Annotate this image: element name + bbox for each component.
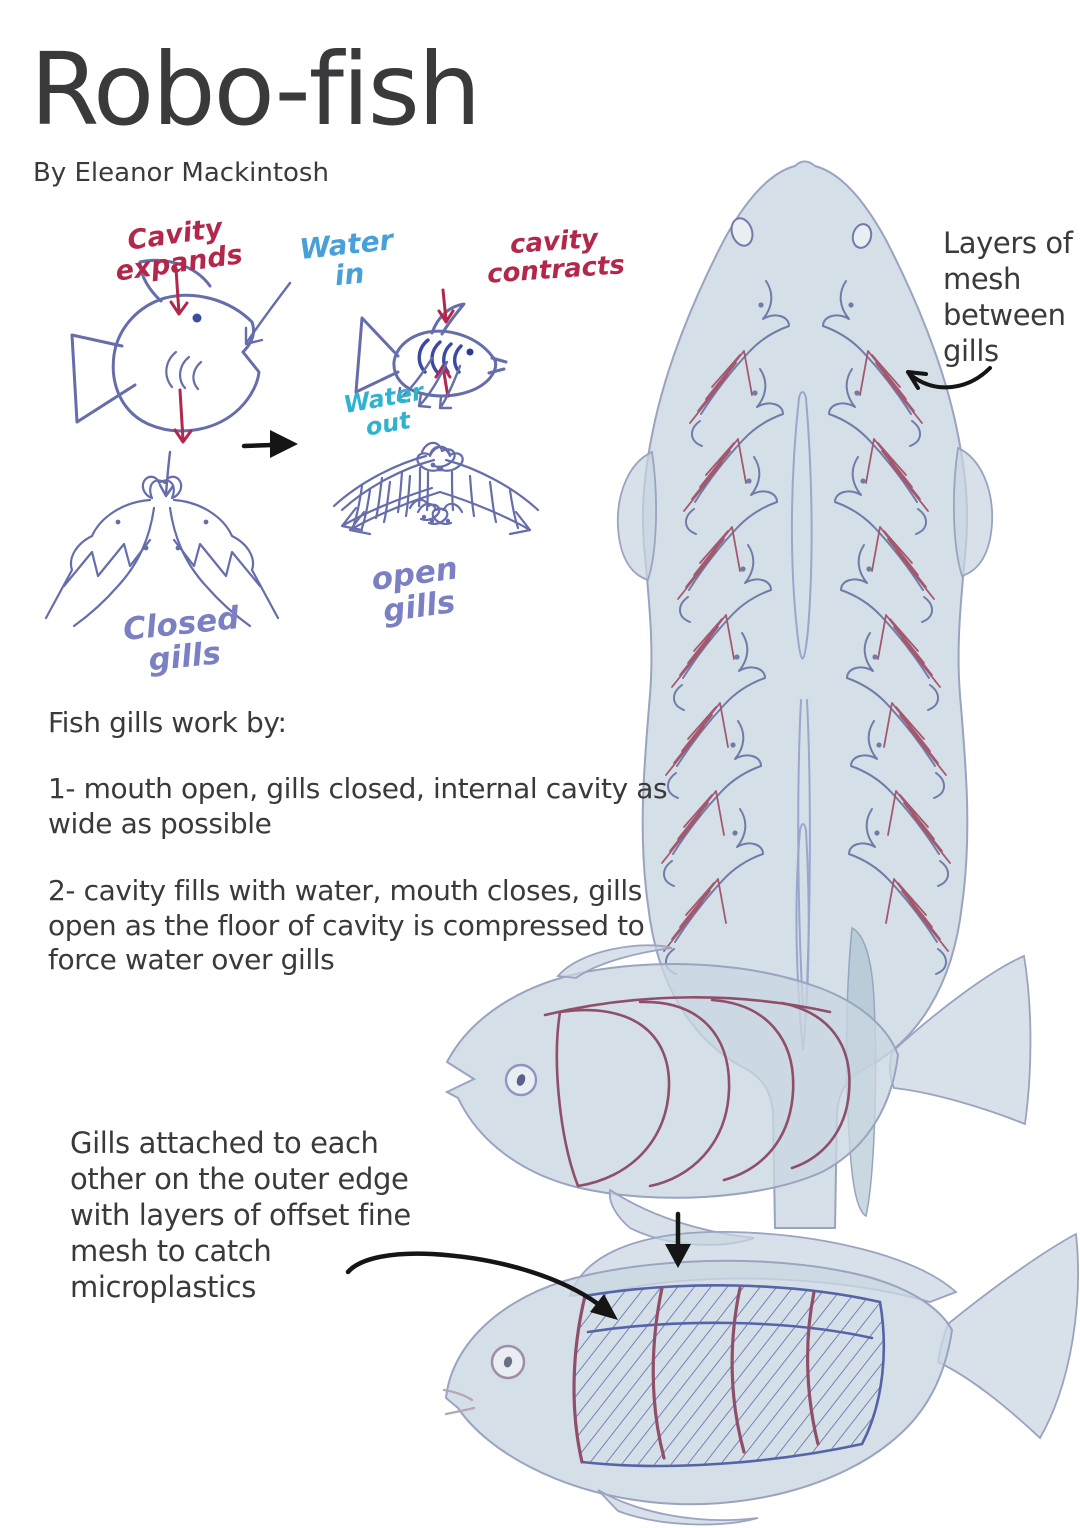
label-open-gills: open gills xyxy=(369,550,460,631)
sketch-fish-1-eye xyxy=(193,314,202,323)
page-byline: By Eleanor Mackintosh xyxy=(33,158,329,188)
black-arrow-right xyxy=(244,430,298,458)
sketch-fish-2-eye xyxy=(467,349,474,356)
sketch-open-gills xyxy=(334,443,538,534)
explanation-step-1: 1- mouth open, gills closed, internal cavity as wide as possible xyxy=(48,772,668,840)
callout-mesh-layers: Layers of mesh between gills xyxy=(943,226,1073,368)
page-title: Robo-fish xyxy=(30,31,480,148)
purple-arrow-water-in xyxy=(246,283,290,344)
label-cavity-contracts: cavity contracts xyxy=(486,223,626,290)
explanation-intro: Fish gills work by: xyxy=(48,706,287,739)
sketch-fish-open-mouth xyxy=(72,260,259,431)
label-water-out: Water out xyxy=(341,377,426,442)
explanation-step-2: 2- cavity fills with water, mouth closes, gills open as the floor of cavity is compressed to force water over gills xyxy=(48,874,645,977)
bottom-fish-tail xyxy=(938,1234,1078,1438)
purple-arrow-fish-to-gills xyxy=(160,452,173,496)
big-fish-right-fin xyxy=(954,448,992,576)
label-water-in: Water in xyxy=(297,223,395,293)
red-arrow-to-closed-gills xyxy=(175,390,191,442)
callout-gills-attached: Gills attached to each other on the outer edge with layers of offset fine mesh to catch microplastics xyxy=(70,1126,411,1304)
middle-fish-side-view xyxy=(447,945,1031,1245)
label-cavity-expands: Cavity expands xyxy=(113,212,245,288)
bottom-fish-mesh-panel xyxy=(574,1285,884,1466)
big-fish-left-fin xyxy=(618,452,656,580)
label-closed-gills: Closed gills xyxy=(121,600,241,680)
